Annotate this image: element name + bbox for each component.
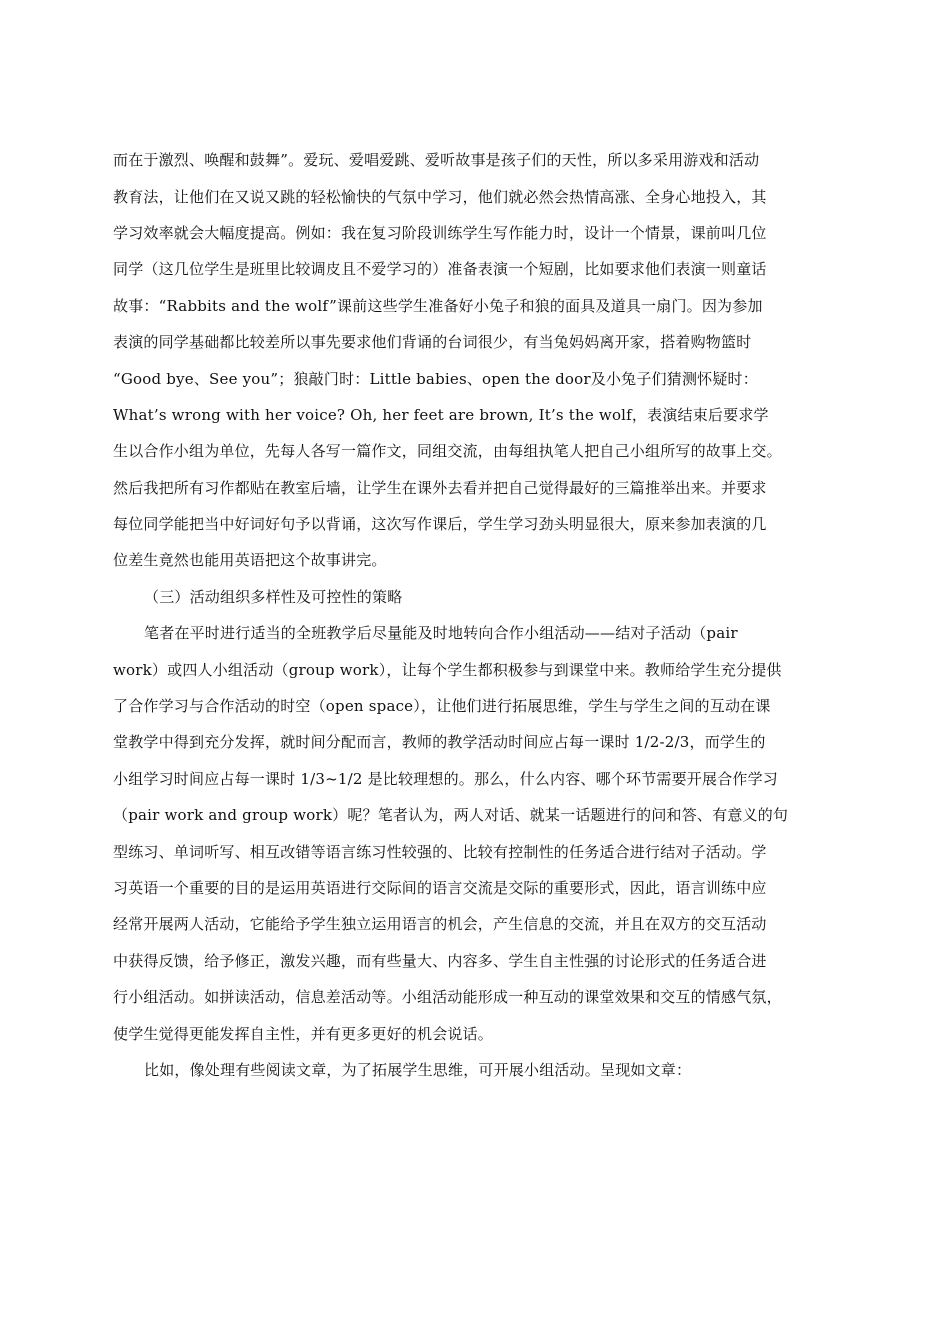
body-text-line: 每位同学能把当中好词好句予以背诵，这次写作课后，学生学习劲头明显很大，原来参加表演的几 bbox=[113, 515, 767, 533]
body-text-line: 习英语一个重要的目的是运用英语进行交际间的语言交流是交际的重要形式，因此，语言训练中应 bbox=[113, 879, 767, 897]
body-text-line: 学习效率就会大幅度提高。例如：我在复习阶段训练学生写作能力时，设计一个情景，课前叫几位 bbox=[113, 224, 767, 242]
body-text-line: 笔者在平时进行适当的全班教学后尽量能及时地转向合作小组活动——结对子活动（pair bbox=[144, 624, 738, 642]
section-heading: （三）活动组织多样性及可控性的策略 bbox=[144, 588, 403, 606]
body-text-line: 教育法，让他们在又说又跳的轻松愉快的气氛中学习，他们就必然会热情高涨、全身心地投入，其 bbox=[113, 188, 767, 206]
body-text-line: 而在于激烈、唤醒和鼓舞”。爱玩、爱唱爱跳、爱听故事是孩子们的天性，所以多采用游戏和活动 bbox=[113, 151, 760, 169]
body-text-line: 然后我把所有习作都贴在教室后墙，让学生在课外去看并把自己觉得最好的三篇推举出来。并要求 bbox=[113, 479, 767, 497]
body-text-line: 小组学习时间应占每一课时 1/3~1/2 是比较理想的。那么，什么内容、哪个环节需要开展合作学习 bbox=[113, 770, 778, 788]
body-text-line: What’s wrong with her voice? Oh, her feet are brown, It’s the wolf，表演结束后要求学 bbox=[113, 406, 769, 424]
body-text-line: 了合作学习与合作活动的时空（open space），让他们进行拓展思维，学生与学生之间的互动在课 bbox=[113, 697, 771, 715]
body-text-line: 使学生觉得更能发挥自主性，并有更多更好的机会说话。 bbox=[113, 1025, 494, 1043]
body-text-line: 故事：“Rabbits and the wolf”课前这些学生准备好小兔子和狼的面具及道具一扇门。因为参加 bbox=[113, 297, 763, 315]
body-text-line: 同学（这几位学生是班里比较调皮且不爱学习的）准备表演一个短剧，比如要求他们表演一则童话 bbox=[113, 260, 767, 278]
body-text-line: 经常开展两人活动，它能给予学生独立运用语言的机会，产生信息的交流，并且在双方的交互活动 bbox=[113, 915, 767, 933]
body-text-line: 型练习、单词听写、相互改错等语言练习性较强的、比较有控制性的任务适合进行结对子活动。学 bbox=[113, 843, 767, 861]
body-text-line: 比如，像处理有些阅读文章，为了拓展学生思维，可开展小组活动。呈现如文章： bbox=[144, 1061, 692, 1079]
body-text-line: 中获得反馈，给予修正，激发兴趣，而有些量大、内容多、学生自主性强的讨论形式的任务适合进 bbox=[113, 952, 767, 970]
body-text-line: “Good bye、See you”；狼敲门时：Little babies、open the door及小兔子们猜测怀疑时： bbox=[113, 370, 758, 388]
body-text-line: 位差生竟然也能用英语把这个故事讲完。 bbox=[113, 551, 387, 569]
body-text-line: （pair work and group work）呢？笔者认为，两人对话、就某一话题进行的问和答、有意义的句 bbox=[113, 806, 789, 824]
body-text-line: 表演的同学基础都比较差所以事先要求他们背诵的台词很少，有当兔妈妈离开家，搭着购物篮时 bbox=[113, 333, 752, 351]
body-text-line: work）或四人小组活动（group work），让每个学生都积极参与到课堂中来。教师给学生充分提供 bbox=[113, 661, 782, 679]
body-text-line: 行小组活动。如拼读活动，信息差活动等。小组活动能形成一种互动的课堂效果和交互的情感气氛， bbox=[113, 988, 782, 1006]
body-text-line: 生以合作小组为单位，先每人各写一篇作文，同组交流，由每组执笔人把自己小组所写的故事上交。 bbox=[113, 442, 782, 460]
body-text-line: 堂教学中得到充分发挥，就时间分配而言，教师的教学活动时间应占每一课时 1/2-2/3，而学生的 bbox=[113, 733, 766, 751]
